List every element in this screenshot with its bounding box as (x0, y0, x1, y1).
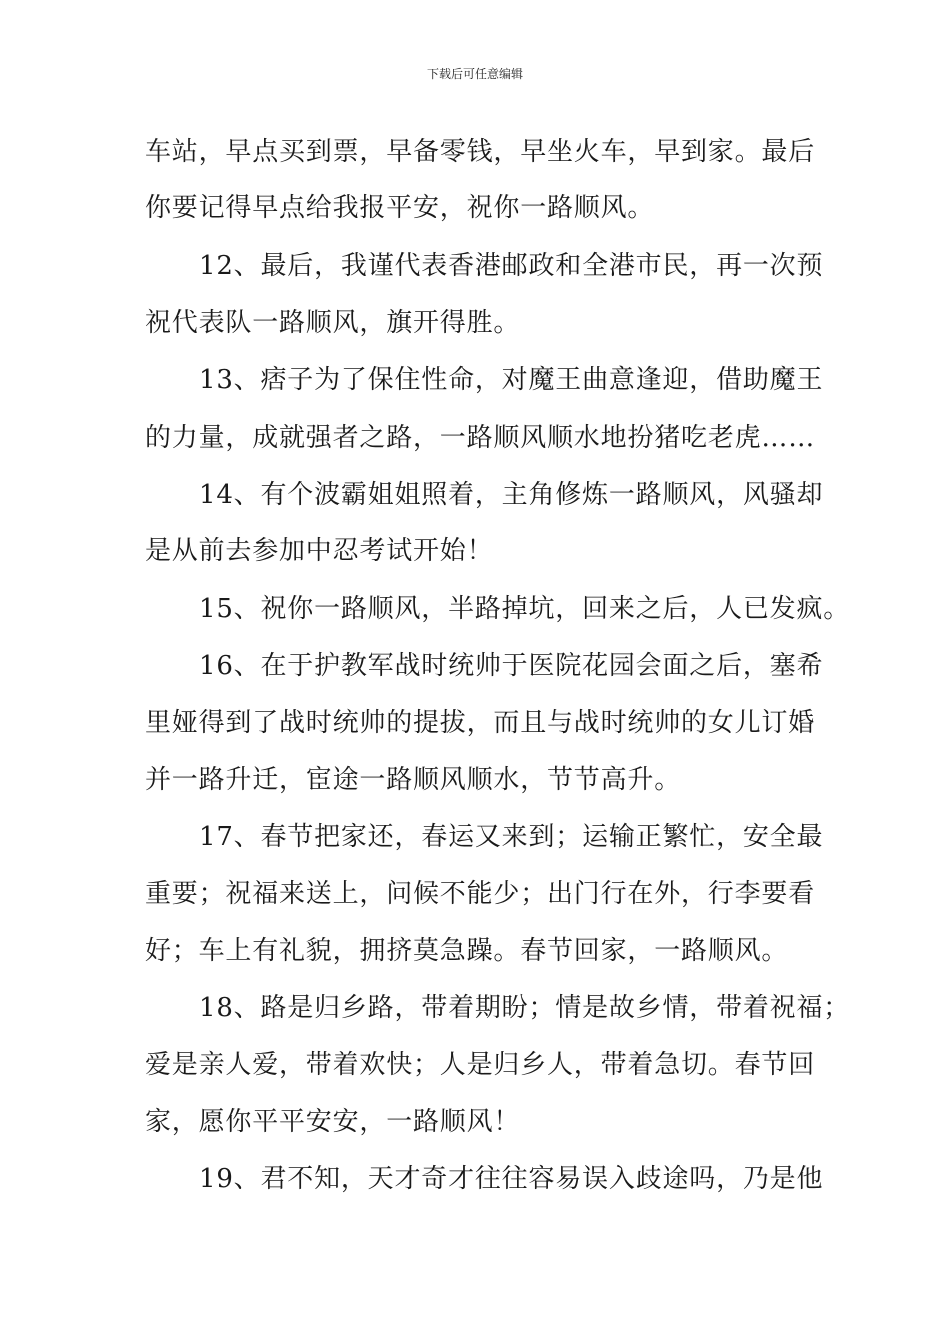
text-line: 18、路是归乡路，带着期盼；情是故乡情，带着祝福； (199, 993, 851, 1023)
text-line: 重要；祝福来送上，问候不能少；出门行在外，行李要看 (145, 879, 816, 909)
text-line: 车站，早点买到票，早备零钱，早坐火车，早到家。最后 (145, 137, 816, 167)
text-line: 里娅得到了战时统帅的提拔，而且与战时统帅的女儿订婚 (145, 708, 816, 738)
text-line: 的力量，成就强者之路，一路顺风顺水地扮猪吃老虎…… (145, 423, 816, 453)
text-line: 14、有个波霸姐姐照着，主角修炼一路顺风，风骚却 (199, 480, 824, 510)
text-line: 16、在于护教军战时统帅于医院花园会面之后，塞希 (199, 651, 824, 681)
text-line: 17、春节把家还，春运又来到；运输正繁忙，安全最 (199, 822, 824, 852)
text-line: 好；车上有礼貌，拥挤莫急躁。春节回家，一路顺风。 (145, 936, 789, 966)
text-line: 并一路升迁，宦途一路顺风顺水，节节高升。 (145, 765, 682, 795)
page-header: 下载后可任意编辑 (426, 67, 523, 81)
text-line: 19、君不知，天才奇才往往容易误入歧途吗，乃是他 (199, 1164, 824, 1194)
text-line: 12、最后，我谨代表香港邮政和全港市民，再一次预 (199, 251, 824, 281)
text-line: 是从前去参加中忍考试开始！ (145, 536, 494, 566)
text-line: 15、祝你一路顺风，半路掉坑，回来之后，人已发疯。 (199, 594, 851, 624)
text-line: 13、痞子为了保住性命，对魔王曲意逢迎，借助魔王 (199, 365, 824, 395)
text-line: 爱是亲人爱，带着欢快；人是归乡人，带着急切。春节回 (145, 1050, 816, 1080)
text-line: 你要记得早点给我报平安，祝你一路顺风。 (145, 193, 655, 223)
text-line: 祝代表队一路顺风，旗开得胜。 (145, 308, 521, 338)
text-line: 家，愿你平平安安，一路顺风！ (145, 1107, 521, 1137)
